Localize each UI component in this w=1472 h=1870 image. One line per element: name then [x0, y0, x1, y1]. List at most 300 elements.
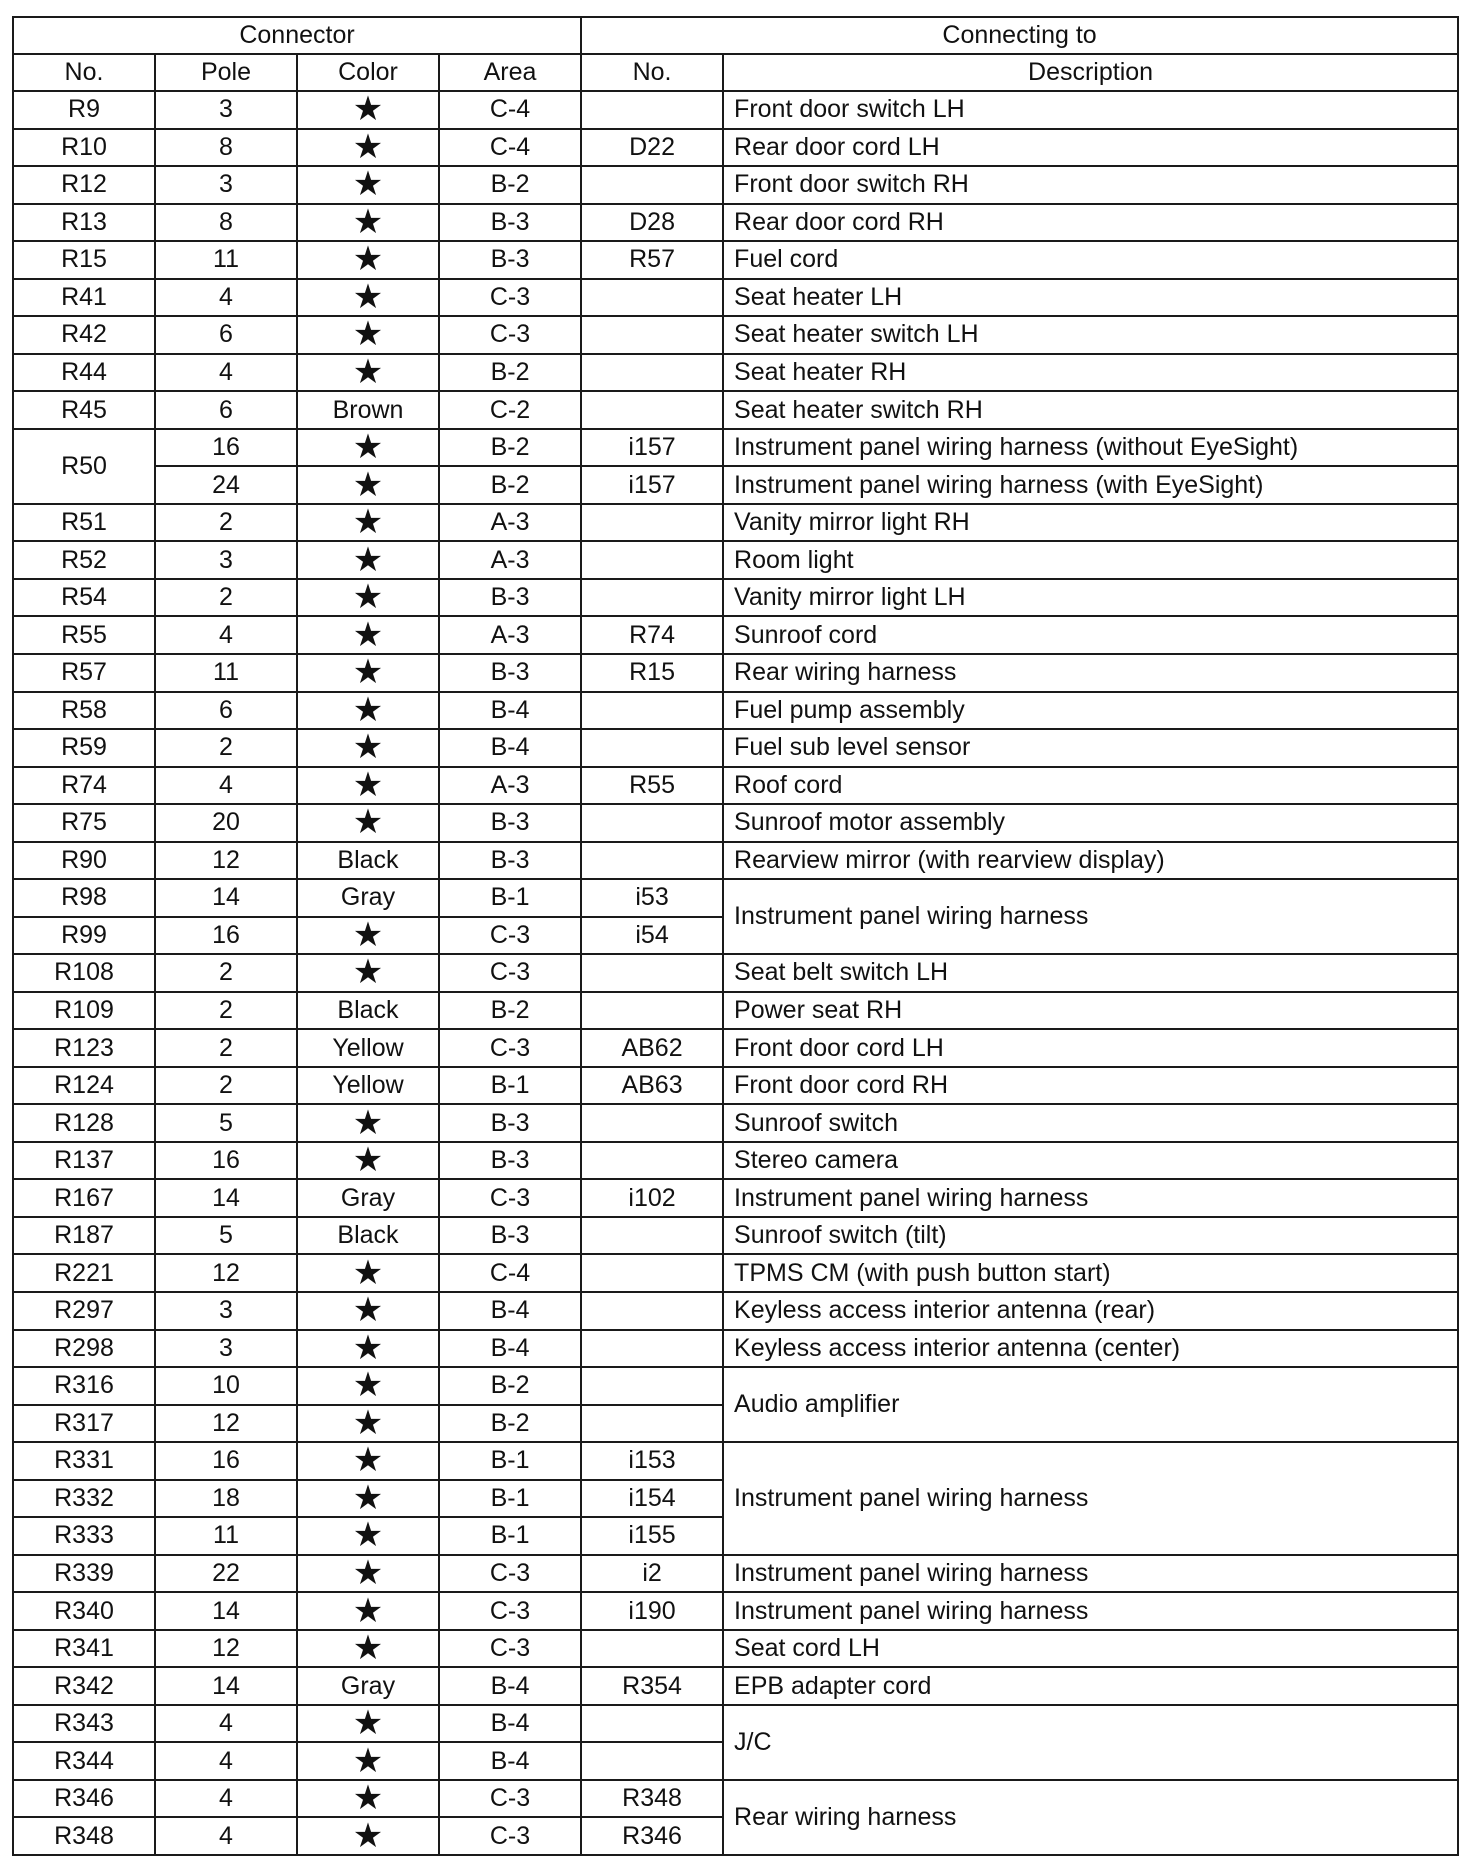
description-cell: Seat belt switch LH [723, 954, 1458, 992]
connector-no-cell: R12 [13, 166, 155, 204]
table-row [13, 1367, 1458, 1405]
star-icon: ★ [297, 1705, 439, 1743]
pole-cell: 11 [155, 1517, 297, 1555]
pole-cell: 16 [155, 1442, 297, 1480]
connecting-no-cell [581, 391, 723, 429]
connecting-no-cell: i2 [581, 1555, 723, 1593]
pole-cell: 3 [155, 91, 297, 129]
connector-group-header: Connector [13, 17, 581, 54]
description-cell: Audio amplifier [723, 1367, 1458, 1442]
table-row [13, 1254, 1458, 1292]
star-icon: ★ [297, 616, 439, 654]
area-cell: B-1 [439, 1517, 581, 1555]
description-cell: Rear wiring harness [723, 654, 1458, 692]
connecting-no-cell [581, 1217, 723, 1255]
star-icon: ★ [297, 579, 439, 617]
area-cell: B-3 [439, 1217, 581, 1255]
connector-no-cell: R54 [13, 579, 155, 617]
color-cell: Black [297, 1217, 439, 1255]
connector-no-cell: R90 [13, 842, 155, 880]
connector-no-cell: R187 [13, 1217, 155, 1255]
column-header-row [13, 54, 1458, 91]
connector-no-cell: R99 [13, 917, 155, 955]
pole-cell: 8 [155, 129, 297, 167]
table-row [13, 354, 1458, 392]
table-row [13, 1029, 1458, 1067]
description-cell: Vanity mirror light LH [723, 579, 1458, 617]
star-icon: ★ [297, 804, 439, 842]
connector-no-cell: R9 [13, 91, 155, 129]
area-cell: C-4 [439, 91, 581, 129]
area-cell: B-2 [439, 354, 581, 392]
pole-cell: 14 [155, 1667, 297, 1705]
connecting-no-cell: R346 [581, 1817, 723, 1855]
star-icon: ★ [297, 1104, 439, 1142]
star-icon: ★ [297, 1780, 439, 1818]
star-icon: ★ [297, 316, 439, 354]
pole-cell: 20 [155, 804, 297, 842]
star-icon: ★ [297, 954, 439, 992]
area-cell: B-2 [439, 992, 581, 1030]
star-icon: ★ [297, 1817, 439, 1855]
color-cell: Gray [297, 1667, 439, 1705]
connecting-no-cell: R15 [581, 654, 723, 692]
area-cell: B-3 [439, 241, 581, 279]
table-row [13, 654, 1458, 692]
connecting-no-cell: i155 [581, 1517, 723, 1555]
description-cell: Rearview mirror (with rearview display) [723, 842, 1458, 880]
connector-no-cell: R221 [13, 1254, 155, 1292]
pole-cell: 24 [155, 466, 297, 504]
connector-no-cell: R340 [13, 1592, 155, 1630]
col-header-to-no: No. [581, 54, 723, 91]
table-row [13, 429, 1458, 467]
table-row [13, 391, 1458, 429]
area-cell: B-4 [439, 1705, 581, 1743]
table-row [13, 804, 1458, 842]
area-cell: C-2 [439, 391, 581, 429]
table-row [13, 1555, 1458, 1593]
connecting-no-cell [581, 1705, 723, 1743]
area-cell: B-3 [439, 654, 581, 692]
connector-no-cell: R124 [13, 1067, 155, 1105]
pole-cell: 3 [155, 166, 297, 204]
table-row [13, 1592, 1458, 1630]
star-icon: ★ [297, 1517, 439, 1555]
star-icon: ★ [297, 541, 439, 579]
table-row [13, 129, 1458, 167]
pole-cell: 3 [155, 541, 297, 579]
area-cell: A-3 [439, 541, 581, 579]
connecting-no-cell [581, 1142, 723, 1180]
connecting-no-cell [581, 692, 723, 730]
star-icon: ★ [297, 1480, 439, 1518]
color-cell: Black [297, 842, 439, 880]
star-icon: ★ [297, 166, 439, 204]
pole-cell: 16 [155, 917, 297, 955]
connecting-no-cell [581, 354, 723, 392]
description-cell: J/C [723, 1705, 1458, 1780]
description-cell: TPMS CM (with push button start) [723, 1254, 1458, 1292]
area-cell: A-3 [439, 616, 581, 654]
connector-no-cell: R15 [13, 241, 155, 279]
pole-cell: 4 [155, 279, 297, 317]
color-cell: Yellow [297, 1067, 439, 1105]
area-cell: B-1 [439, 879, 581, 917]
col-header-pole: Pole [155, 54, 297, 91]
pole-cell: 4 [155, 1705, 297, 1743]
star-icon: ★ [297, 729, 439, 767]
connecting-to-group-header: Connecting to [581, 17, 1458, 54]
connector-no-cell: R55 [13, 616, 155, 654]
table-row [13, 692, 1458, 730]
table-row [13, 1330, 1458, 1368]
description-cell: Stereo camera [723, 1142, 1458, 1180]
star-icon: ★ [297, 1442, 439, 1480]
connector-no-cell: R317 [13, 1405, 155, 1443]
star-icon: ★ [297, 767, 439, 805]
star-icon: ★ [297, 504, 439, 542]
pole-cell: 12 [155, 1254, 297, 1292]
star-icon: ★ [297, 692, 439, 730]
connecting-no-cell: i190 [581, 1592, 723, 1630]
description-cell: Seat heater RH [723, 354, 1458, 392]
description-cell: Seat cord LH [723, 1630, 1458, 1668]
connector-no-cell: R44 [13, 354, 155, 392]
pole-cell: 16 [155, 1142, 297, 1180]
area-cell: C-3 [439, 1555, 581, 1593]
star-icon: ★ [297, 917, 439, 955]
connecting-no-cell: D22 [581, 129, 723, 167]
area-cell: B-4 [439, 1742, 581, 1780]
table-body [13, 91, 1458, 1855]
table-row [13, 466, 1458, 504]
area-cell: C-3 [439, 917, 581, 955]
connector-no-cell: R137 [13, 1142, 155, 1180]
table-row [13, 1142, 1458, 1180]
area-cell: C-3 [439, 1029, 581, 1067]
area-cell: C-3 [439, 1592, 581, 1630]
color-cell: Yellow [297, 1029, 439, 1067]
connector-no-cell: R333 [13, 1517, 155, 1555]
connecting-no-cell: i157 [581, 429, 723, 467]
description-cell: Fuel cord [723, 241, 1458, 279]
area-cell: B-4 [439, 1330, 581, 1368]
area-cell: B-2 [439, 429, 581, 467]
description-cell: Sunroof switch [723, 1104, 1458, 1142]
connector-no-cell: R108 [13, 954, 155, 992]
description-cell: Seat heater switch RH [723, 391, 1458, 429]
area-cell: B-1 [439, 1067, 581, 1105]
area-cell: B-2 [439, 1367, 581, 1405]
description-cell: Power seat RH [723, 992, 1458, 1030]
table-row [13, 1780, 1458, 1818]
connector-no-cell: R109 [13, 992, 155, 1030]
connector-no-cell: R123 [13, 1029, 155, 1067]
connecting-no-cell [581, 279, 723, 317]
pole-cell: 2 [155, 992, 297, 1030]
connector-no-cell: R41 [13, 279, 155, 317]
connecting-no-cell [581, 804, 723, 842]
connector-no-cell: R348 [13, 1817, 155, 1855]
area-cell: B-2 [439, 166, 581, 204]
connecting-no-cell: R348 [581, 1780, 723, 1818]
area-cell: B-2 [439, 466, 581, 504]
table-row [13, 1217, 1458, 1255]
connecting-no-cell: D28 [581, 204, 723, 242]
star-icon: ★ [297, 1405, 439, 1443]
connecting-no-cell [581, 729, 723, 767]
connecting-no-cell [581, 91, 723, 129]
table-row [13, 1179, 1458, 1217]
star-icon: ★ [297, 466, 439, 504]
star-icon: ★ [297, 1592, 439, 1630]
connecting-no-cell: R354 [581, 1667, 723, 1705]
table-row [13, 729, 1458, 767]
table-row [13, 579, 1458, 617]
pole-cell: 10 [155, 1367, 297, 1405]
connecting-no-cell [581, 954, 723, 992]
description-cell: Instrument panel wiring harness (without EyeSight) [723, 429, 1458, 467]
star-icon: ★ [297, 1555, 439, 1593]
description-cell: Sunroof cord [723, 616, 1458, 654]
table-row [13, 166, 1458, 204]
star-icon: ★ [297, 1742, 439, 1780]
table-row [13, 241, 1458, 279]
color-cell: Gray [297, 1179, 439, 1217]
connecting-no-cell [581, 1367, 723, 1405]
description-cell: Seat heater LH [723, 279, 1458, 317]
star-icon: ★ [297, 354, 439, 392]
star-icon: ★ [297, 241, 439, 279]
table-row [13, 91, 1458, 129]
group-header-row [13, 17, 1458, 54]
connector-no-cell: R316 [13, 1367, 155, 1405]
connecting-no-cell [581, 1630, 723, 1668]
pole-cell: 4 [155, 1817, 297, 1855]
star-icon: ★ [297, 429, 439, 467]
pole-cell: 6 [155, 692, 297, 730]
connecting-no-cell [581, 1254, 723, 1292]
area-cell: B-3 [439, 842, 581, 880]
connector-no-cell: R339 [13, 1555, 155, 1593]
description-cell: Vanity mirror light RH [723, 504, 1458, 542]
connecting-no-cell [581, 579, 723, 617]
area-cell: C-4 [439, 1254, 581, 1292]
connecting-no-cell: i153 [581, 1442, 723, 1480]
area-cell: C-3 [439, 1817, 581, 1855]
pole-cell: 18 [155, 1480, 297, 1518]
connecting-no-cell [581, 842, 723, 880]
star-icon: ★ [297, 279, 439, 317]
connector-no-cell: R332 [13, 1480, 155, 1518]
table-row [13, 279, 1458, 317]
connecting-no-cell [581, 992, 723, 1030]
pole-cell: 5 [155, 1104, 297, 1142]
description-cell: Seat heater switch LH [723, 316, 1458, 354]
table-row [13, 1442, 1458, 1480]
area-cell: B-3 [439, 579, 581, 617]
area-cell: C-3 [439, 1179, 581, 1217]
connector-no-cell: R45 [13, 391, 155, 429]
connector-no-cell: R297 [13, 1292, 155, 1330]
connector-no-cell: R344 [13, 1742, 155, 1780]
connector-no-cell: R167 [13, 1179, 155, 1217]
table-row [13, 992, 1458, 1030]
connecting-no-cell: AB62 [581, 1029, 723, 1067]
area-cell: C-4 [439, 129, 581, 167]
description-cell: Rear door cord RH [723, 204, 1458, 242]
pole-cell: 4 [155, 354, 297, 392]
connecting-no-cell [581, 1330, 723, 1368]
star-icon: ★ [297, 91, 439, 129]
table-row [13, 1705, 1458, 1743]
connector-no-cell: R342 [13, 1667, 155, 1705]
pole-cell: 12 [155, 1405, 297, 1443]
area-cell: B-4 [439, 729, 581, 767]
description-cell: Front door switch RH [723, 166, 1458, 204]
area-cell: A-3 [439, 504, 581, 542]
description-cell: Front door cord LH [723, 1029, 1458, 1067]
area-cell: B-4 [439, 692, 581, 730]
connecting-no-cell [581, 316, 723, 354]
connecting-no-cell: i54 [581, 917, 723, 955]
area-cell: B-3 [439, 804, 581, 842]
connecting-no-cell: AB63 [581, 1067, 723, 1105]
pole-cell: 2 [155, 579, 297, 617]
pole-cell: 6 [155, 391, 297, 429]
area-cell: C-3 [439, 316, 581, 354]
connecting-no-cell: i154 [581, 1480, 723, 1518]
connecting-no-cell [581, 541, 723, 579]
star-icon: ★ [297, 1142, 439, 1180]
description-cell: Instrument panel wiring harness [723, 1592, 1458, 1630]
pole-cell: 8 [155, 204, 297, 242]
connecting-no-cell [581, 1104, 723, 1142]
description-cell: Fuel sub level sensor [723, 729, 1458, 767]
area-cell: A-3 [439, 767, 581, 805]
pole-cell: 22 [155, 1555, 297, 1593]
connector-no-cell: R74 [13, 767, 155, 805]
description-cell: Fuel pump assembly [723, 692, 1458, 730]
pole-cell: 2 [155, 504, 297, 542]
pole-cell: 14 [155, 1179, 297, 1217]
connector-no-cell: R10 [13, 129, 155, 167]
description-cell: Instrument panel wiring harness [723, 1442, 1458, 1555]
connecting-no-cell [581, 166, 723, 204]
area-cell: B-4 [439, 1292, 581, 1330]
description-cell: Instrument panel wiring harness [723, 879, 1458, 954]
connector-no-cell: R51 [13, 504, 155, 542]
area-cell: B-1 [439, 1442, 581, 1480]
connector-no-cell: R57 [13, 654, 155, 692]
table-row [13, 1667, 1458, 1705]
color-cell: Gray [297, 879, 439, 917]
pole-cell: 4 [155, 1742, 297, 1780]
description-cell: EPB adapter cord [723, 1667, 1458, 1705]
area-cell: C-3 [439, 954, 581, 992]
star-icon: ★ [297, 129, 439, 167]
star-icon: ★ [297, 1330, 439, 1368]
area-cell: B-4 [439, 1667, 581, 1705]
table-row [13, 1104, 1458, 1142]
pole-cell: 3 [155, 1292, 297, 1330]
pole-cell: 16 [155, 429, 297, 467]
connecting-no-cell: R55 [581, 767, 723, 805]
pole-cell: 3 [155, 1330, 297, 1368]
table-row [13, 204, 1458, 242]
connector-no-cell: R42 [13, 316, 155, 354]
table-row [13, 1067, 1458, 1105]
connector-no-cell: R58 [13, 692, 155, 730]
table-row [13, 842, 1458, 880]
col-header-description: Description [723, 54, 1458, 91]
star-icon: ★ [297, 1630, 439, 1668]
connector-no-cell: R128 [13, 1104, 155, 1142]
pole-cell: 5 [155, 1217, 297, 1255]
area-cell: B-1 [439, 1480, 581, 1518]
table-row [13, 954, 1458, 992]
description-cell: Front door switch LH [723, 91, 1458, 129]
connecting-no-cell [581, 1742, 723, 1780]
connector-no-cell: R52 [13, 541, 155, 579]
table-row [13, 1292, 1458, 1330]
connector-no-cell: R50 [13, 429, 155, 504]
connecting-no-cell [581, 1405, 723, 1443]
pole-cell: 4 [155, 616, 297, 654]
connector-no-cell: R331 [13, 1442, 155, 1480]
connecting-no-cell: i53 [581, 879, 723, 917]
star-icon: ★ [297, 1292, 439, 1330]
pole-cell: 4 [155, 767, 297, 805]
pole-cell: 2 [155, 1067, 297, 1105]
table-row [13, 1630, 1458, 1668]
table-row [13, 767, 1458, 805]
connector-table [12, 16, 1459, 1856]
description-cell: Room light [723, 541, 1458, 579]
connecting-no-cell: i102 [581, 1179, 723, 1217]
description-cell: Instrument panel wiring harness [723, 1179, 1458, 1217]
pole-cell: 4 [155, 1780, 297, 1818]
connecting-no-cell: R74 [581, 616, 723, 654]
area-cell: C-3 [439, 1780, 581, 1818]
color-cell: Brown [297, 391, 439, 429]
pole-cell: 2 [155, 729, 297, 767]
pole-cell: 14 [155, 879, 297, 917]
connector-no-cell: R343 [13, 1705, 155, 1743]
connector-no-cell: R98 [13, 879, 155, 917]
pole-cell: 14 [155, 1592, 297, 1630]
connector-no-cell: R59 [13, 729, 155, 767]
connecting-no-cell: R57 [581, 241, 723, 279]
connecting-no-cell [581, 504, 723, 542]
connector-no-cell: R346 [13, 1780, 155, 1818]
pole-cell: 2 [155, 954, 297, 992]
col-header-no: No. [13, 54, 155, 91]
area-cell: B-2 [439, 1405, 581, 1443]
connector-no-cell: R341 [13, 1630, 155, 1668]
description-cell: Instrument panel wiring harness [723, 1555, 1458, 1593]
table-row [13, 504, 1458, 542]
area-cell: C-3 [439, 1630, 581, 1668]
pole-cell: 2 [155, 1029, 297, 1067]
table-row [13, 879, 1458, 917]
star-icon: ★ [297, 204, 439, 242]
star-icon: ★ [297, 1254, 439, 1292]
description-cell: Sunroof motor assembly [723, 804, 1458, 842]
color-cell: Black [297, 992, 439, 1030]
description-cell: Rear door cord LH [723, 129, 1458, 167]
